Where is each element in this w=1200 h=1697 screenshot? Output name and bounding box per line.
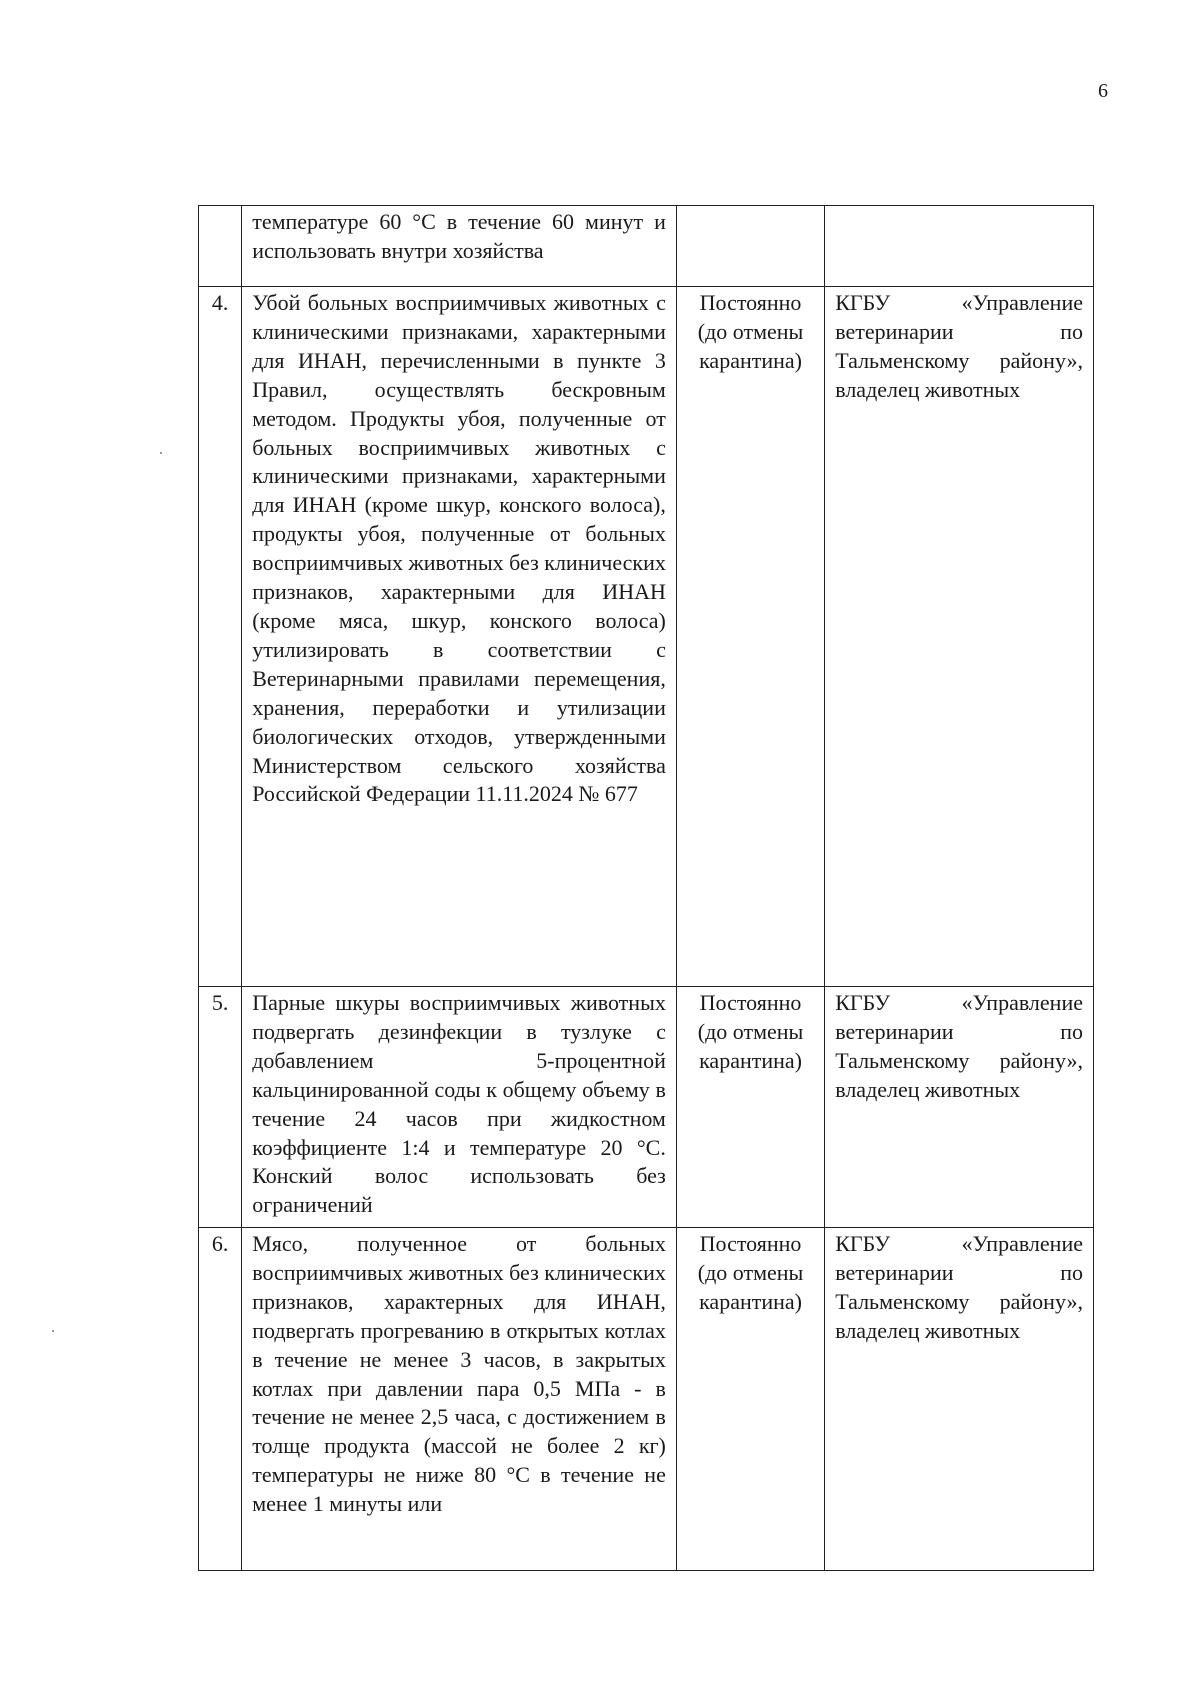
term-cell: Постоянно (до отмены карантина)	[676, 987, 824, 1228]
measure-description-cell: температуре 60 °С в течение 60 минут и использовать внутри хозяйства	[242, 206, 677, 287]
table-row	[199, 1228, 1094, 1571]
scan-artifact	[52, 1330, 54, 1332]
table-row	[199, 987, 1094, 1228]
page-number: 6	[1098, 80, 1108, 102]
row-number-cell: 6.	[199, 1228, 242, 1571]
measure-description-cell: Убой больных восприимчивых животных с клиническими признаками, характерными для ИНАН, перечисленными в пункте 3 Правил, осуществлять бескровным методом. Продукты убоя, полученные от больных восприимчивых животных с клиническими признаками, характерными для ИНАН (кроме шкур, конского волоса), продукты убоя, полученные от больных восприимчивых животных без клинических признаков, характерными для ИНАН (кроме мяса, шкур, конского волоса) утилизировать в соответствии с Ветеринарными правилами перемещения, хранения, переработки и утилизации биологических отходов, утвержденными Министерством сельского хозяйства Российской Федерации 11.11.2024 № 677	[242, 287, 677, 987]
term-cell: Постоянно (до отмены карантина)	[676, 287, 824, 987]
row-number-cell	[199, 206, 242, 287]
responsible-cell: КГБУ «Управление ветеринарии по Тальменскому району», владелец животных	[825, 1228, 1094, 1571]
scan-artifact	[160, 452, 162, 454]
responsible-cell: КГБУ «Управление ветеринарии по Тальменскому району», владелец животных	[825, 287, 1094, 987]
responsible-cell	[825, 206, 1094, 287]
term-cell	[676, 206, 824, 287]
table-row	[199, 287, 1094, 987]
term-cell: Постоянно (до отмены карантина)	[676, 1228, 824, 1571]
row-number-cell: 4.	[199, 287, 242, 987]
responsible-cell: КГБУ «Управление ветеринарии по Тальменскому району», владелец животных	[825, 987, 1094, 1228]
measure-description-cell: Парные шкуры восприимчивых животных подвергать дезинфекции в тузлуке с добавлением 5-процентной кальцинированной соды к общему объему в течение 24 часов при жидкостном коэффициенте 1:4 и температуре 20 °С. Конский волос использовать без ограничений	[242, 987, 677, 1228]
row-number-cell: 5.	[199, 987, 242, 1228]
measure-description-cell: Мясо, полученное от больных восприимчивых животных без клинических признаков, характерных для ИНАН, подвергать прогреванию в открытых котлах в течение не менее 3 часов, в закрытых котлах при давлении пара 0,5 МПа - в течение не менее 2,5 часа, с достижением в толще продукта (массой не более 2 кг) температуры не ниже 80 °С в течение не менее 1 минуты или	[242, 1228, 677, 1571]
measures-table	[198, 205, 1094, 1571]
table-row	[199, 206, 1094, 287]
